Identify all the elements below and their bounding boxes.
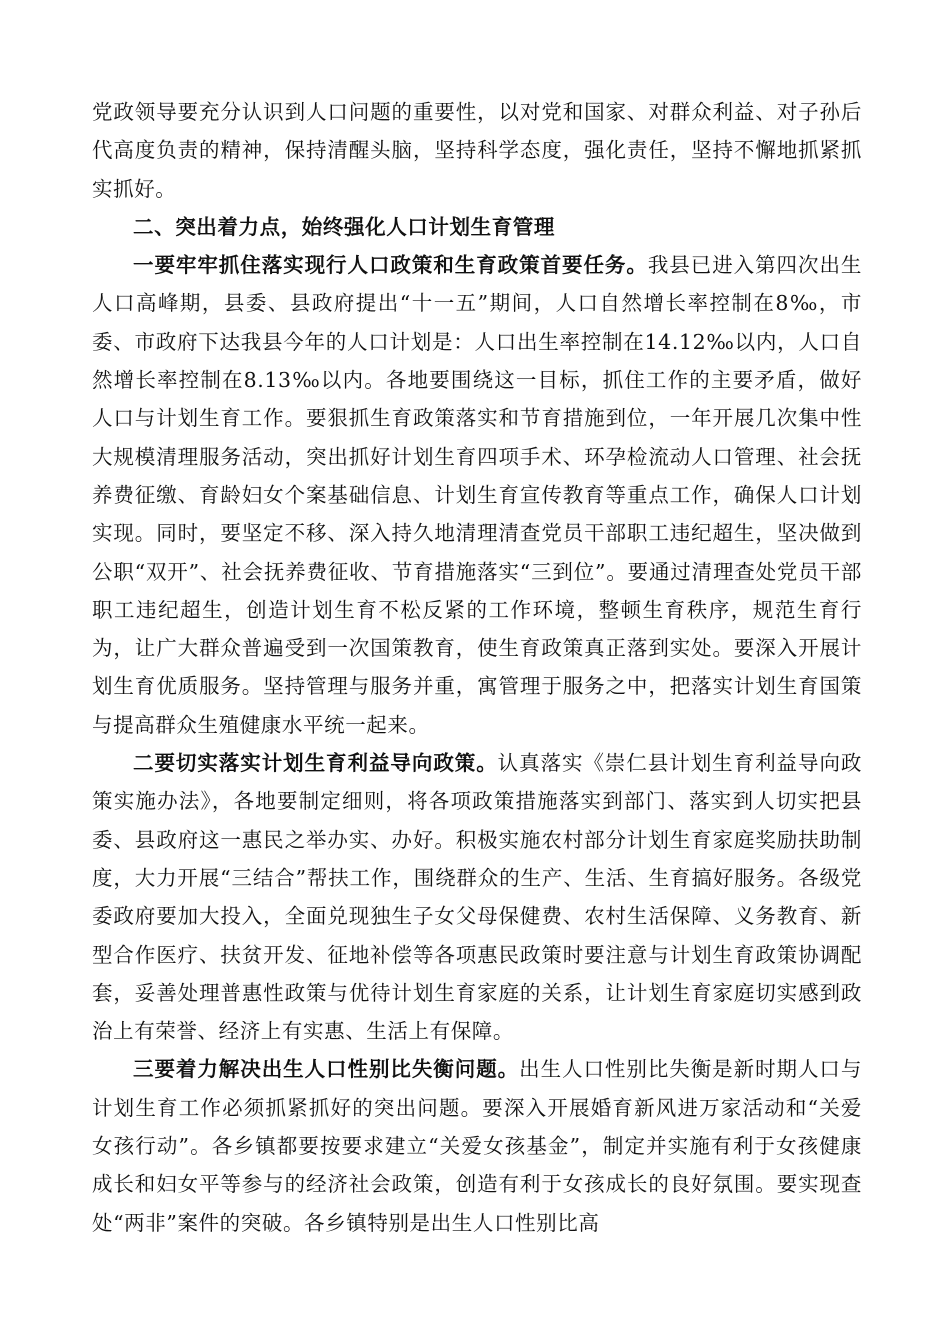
paragraph-third-task (92, 1050, 862, 1241)
paragraph-lead: 一要牢牢抓住落实现行人口政策和生育政策首要任务。 (133, 253, 648, 278)
paragraph-text: 认真落实《崇仁县计划生育利益导向政策实施办法》，各地要制定细则，将各项政策措施落实到部门、落实到人切实把县委、县政府这一惠民之举办实、办好。积极实施农村部分计划生育家庭奖励扶助制度，大力开展“三结合”帮扶工作，围绕群众的生产、生活、生育搞好服务。各级党委政府要加大投入，全面兑现独生子女父母保健费、农村生活保障、义务教育、新型合作医疗、扶贫开发、征地补偿等各项惠民政策时要注意与计划生育政策协调配套，妥善处理普惠性政策与优待计划生育家庭的关系，让计划生育家庭切实感到政治上有荣誉、经济上有实惠、生活上有保障。 (92, 751, 862, 1044)
paragraph-first-task (92, 246, 862, 744)
paragraph-text: 出生人口性别比失衡是新时期人口与计划生育工作必须抓紧抓好的突出问题。要深入开展婚育新风进万家活动和“关爱女孩行动”。各乡镇都要按要求建立“关爱女孩基金”，制定并实施有利于女孩健康成长和妇女平等参与的经济社会政策，创造有利于女孩成长的良好氛围。要实现查处“两非”案件的突破。各乡镇特别是出生人口性别比高 (92, 1057, 862, 1235)
paragraph-lead: 三要着力解决出生人口性别比失衡问题。 (133, 1057, 520, 1082)
section-heading (92, 208, 862, 246)
paragraph-second-task (92, 744, 862, 1050)
paragraph-lead: 二要切实落实计划生育利益导向政策。 (133, 751, 498, 776)
document-page (92, 93, 862, 1242)
paragraph-text: 我县已进入第四次出生人口高峰期，县委、县政府提出“十一五”期间，人口自然增长率控制在8‰，市委、市政府下达我县今年的人口计划是：人口出生率控制在14.12‰以内，人口自然增长率控制在8.13‰以内。各地要围绕这一目标，抓住工作的主要矛盾，做好人口与计划生育工作。要狠抓生育政策落实和节育措施到位，一年开展几次集中性大规模清理服务活动，突出抓好计划生育四项手术、环孕检流动人口管理、社会抚养费征缴、育龄妇女个案基础信息、计划生育宣传教育等重点工作，确保人口计划实现。同时，要坚定不移、深入持久地清理清查党员干部职工违纪超生，坚决做到公职“双开”、社会抚养费征收、节育措施落实“三到位”。要通过清理查处党员干部职工违纪超生，创造计划生育不松反紧的工作环境，整顿生育秩序，规范生育行为，让广大群众普遍受到一次国策教育，使生育政策真正落到实处。要深入开展计划生育优质服务。坚持管理与服务并重，寓管理于服务之中，把落实计划生育国策与提高群众生殖健康水平统一起来。 (92, 253, 863, 737)
section-heading-text: 二、突出着力点，始终强化人口计划生育管理 (133, 214, 555, 239)
paragraph-text: 党政领导要充分认识到人口问题的重要性，以对党和国家、对群众利益、对子孙后代高度负责的精神，保持清醒头脑，坚持科学态度，强化责任，坚持不懈地抓紧抓实抓好。 (92, 100, 862, 201)
paragraph-intro (92, 93, 862, 208)
